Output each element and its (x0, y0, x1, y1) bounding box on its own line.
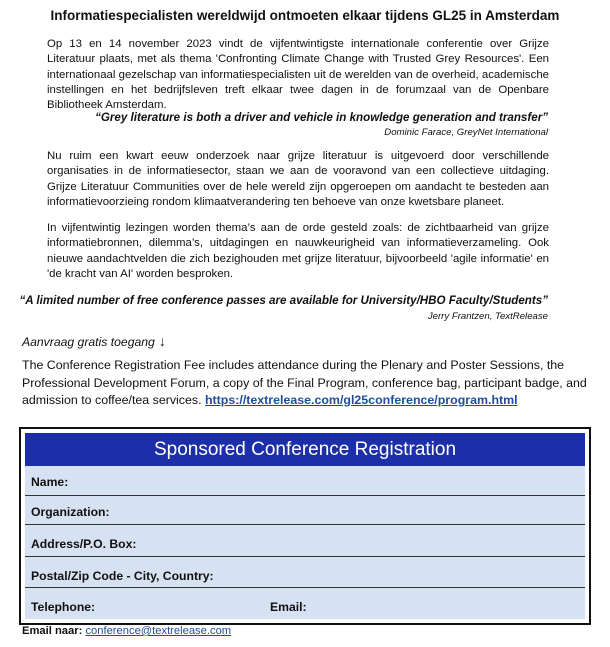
registration-form-header: Sponsored Conference Registration (25, 433, 585, 466)
organization-label: Organization: (31, 505, 110, 519)
fee-paragraph (22, 357, 592, 410)
registration-form (19, 427, 591, 625)
quote-1: “Grey literature is both a driver and vehicle in knowledge generation and transfer” (95, 111, 548, 124)
program-link[interactable]: https://textrelease.com/gl25conference/program.html (204, 393, 518, 408)
free-pass-request-label: Aanvraag gratis toegang (22, 335, 155, 349)
email-footer (22, 625, 231, 637)
intro-paragraph: Op 13 en 14 november 2023 vindt de vijfentwintigste internationale conferentie over Grijze Literatuur plaats, met als thema 'Confronting Climate Change with Trusted Grey Resources'. Een internationaal gezelschap van informatiespecialisten uit de werelden van de overheid, academische instellingen en het bedrijfsleven treft elkaar twee dagen in de forumzaal van de Openbare Bibliotheek Amsterdam. (47, 38, 549, 112)
contact-row[interactable] (25, 588, 585, 619)
quote-2-author: Jerry Frantzen, TextRelease (427, 311, 548, 322)
organization-field[interactable] (25, 496, 585, 525)
telephone-label: Telephone: (31, 600, 96, 614)
email-link[interactable]: conference@textrelease.com (85, 625, 232, 637)
postal-field[interactable] (25, 557, 585, 588)
fee-text: The Conference Registration Fee includes attendance during the Plenary and Poster Sessions, the Professional Development Forum, a copy of the Final Program, conference bag, participant badge, and admission to coffee/tea services. (22, 358, 587, 408)
name-field[interactable] (25, 466, 585, 496)
arrow-down-icon: ↓ (158, 333, 166, 349)
page-title: Informatiespecialisten wereldwijd ontmoeten elkaar tijdens GL25 in Amsterdam (50, 8, 560, 23)
registration-form-body (25, 433, 585, 619)
email-label: Email: (270, 600, 307, 614)
quote-2: “A limited number of free conference passes are available for University/HBO Faculty/Students” (19, 294, 548, 307)
name-label: Name: (31, 475, 69, 489)
body-paragraph-3: In vijfentwintig lezingen worden thema’s aan de orde gesteld zoals: de zichtbaarheid van grijze informatiebronnen, dilemma’s, uitdagingen en nauwkeurigheid van informatieverzameling. Ook nieuwe aandachtvelden die zich bezighouden met grijze literatuur, bijvoorbeeld 'agile informatie' en 'de kracht van AI' worden besproken. (47, 222, 549, 280)
free-pass-request (22, 333, 166, 349)
address-field[interactable] (25, 525, 585, 557)
body-paragraph-2: Nu ruim een kwart eeuw onderzoek naar grijze literatuur is uitgevoerd door verschillende organisaties in de informatiesector, staan we aan de vooravond van een collectieve uitdaging. Grijze Literatuur Communities over de hele wereld zijn opgeroepen om aandacht te besteden aan informatievoorzieing rondom klimaatverandering ten behoeve van onze kwetsbare planeet. (47, 150, 549, 208)
address-label: Address/P.O. Box: (31, 537, 137, 551)
email-footer-label: Email naar: (22, 625, 83, 637)
quote-1-author: Dominic Farace, GreyNet International (384, 127, 548, 138)
postal-label: Postal/Zip Code - City, Country: (31, 569, 214, 583)
